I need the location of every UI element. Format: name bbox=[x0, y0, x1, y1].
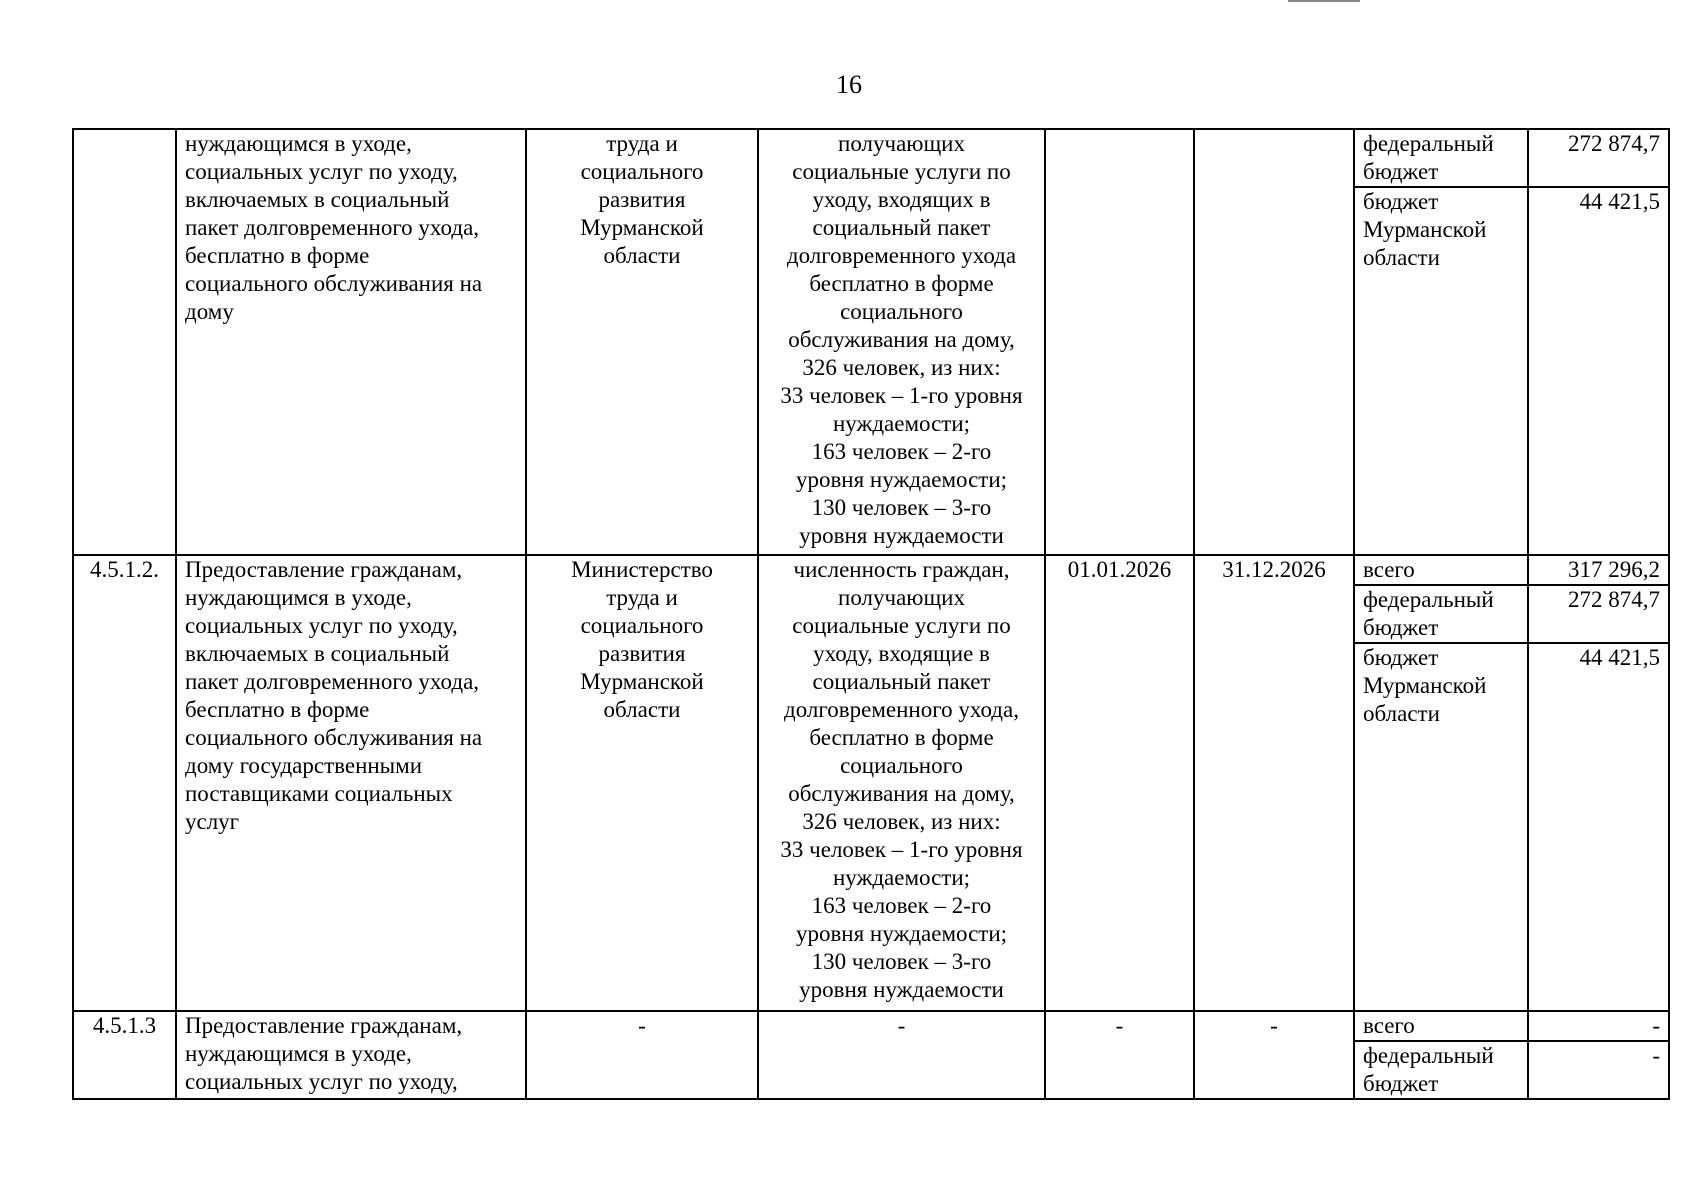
funding-source: бюджет Мурманской области bbox=[1354, 187, 1528, 555]
executor: Министерство труда и социального развития Мурманской области bbox=[526, 555, 758, 1011]
funding-amount: 44 421,5 bbox=[1528, 643, 1669, 1011]
row-number: 4.5.1.2. bbox=[73, 555, 176, 1011]
funding-source: федеральный бюджет bbox=[1354, 129, 1528, 187]
start-date: - bbox=[1045, 1011, 1194, 1099]
row-number bbox=[73, 129, 176, 555]
executor: труда и социального развития Мурманской области bbox=[526, 129, 758, 555]
measure-name: Предоставление гражданам, нуждающимся в уходе, социальных услуг по уходу, bbox=[176, 1011, 526, 1099]
start-date: 01.01.2026 bbox=[1045, 555, 1194, 1011]
funding-source: всего bbox=[1354, 555, 1528, 585]
executor: - bbox=[526, 1011, 758, 1099]
table-row bbox=[73, 129, 1669, 187]
funding-amount: 44 421,5 bbox=[1528, 187, 1669, 555]
table-row bbox=[73, 555, 1669, 585]
funding-amount: - bbox=[1528, 1011, 1669, 1041]
end-date: - bbox=[1194, 1011, 1354, 1099]
end-date bbox=[1194, 129, 1354, 555]
top-edge-mark bbox=[1288, 0, 1360, 2]
start-date bbox=[1045, 129, 1194, 555]
indicator: - bbox=[758, 1011, 1045, 1099]
measure-name: Предоставление гражданам, нуждающимся в уходе, социальных услуг по уходу, включаемых в социальный пакет долговременного ухода, бесплатно в форме социального обслуживания на дому государственными поставщиками социальных услуг bbox=[176, 555, 526, 1011]
funding-source: федеральный бюджет bbox=[1354, 585, 1528, 643]
funding-source: бюджет Мурманской области bbox=[1354, 643, 1528, 1011]
funding-amount: 272 874,7 bbox=[1528, 585, 1669, 643]
end-date: 31.12.2026 bbox=[1194, 555, 1354, 1011]
measure-name: нуждающимся в уходе, социальных услуг по уходу, включаемых в социальный пакет долговременного ухода, бесплатно в форме социального обслуживания на дому bbox=[176, 129, 526, 555]
measures-table bbox=[72, 128, 1670, 1100]
funding-source: всего bbox=[1354, 1011, 1528, 1041]
indicator: численность граждан, получающих социальные услуги по уходу, входящие в социальный пакет долговременного ухода, бесплатно в форме социального обслуживания на дому, 326 человек, из них: 33 человек – 1-го уровня нуждаемости; 163 человек – 2-го уровня нуждаемости; 130 человек – 3-го уровня нуждаемости bbox=[758, 555, 1045, 1011]
row-number: 4.5.1.3 bbox=[73, 1011, 176, 1099]
indicator: получающих социальные услуги по уходу, входящих в социальный пакет долговременного ухода бесплатно в форме социального обслуживания на дому, 326 человек, из них: 33 человек – 1-го уровня нуждаемости; 163 человек – 2-го уровня нуждаемости; 130 человек – 3-го уровня нуждаемости bbox=[758, 129, 1045, 555]
funding-source: федеральный бюджет bbox=[1354, 1041, 1528, 1099]
funding-amount: - bbox=[1528, 1041, 1669, 1099]
funding-amount: 317 296,2 bbox=[1528, 555, 1669, 585]
funding-amount: 272 874,7 bbox=[1528, 129, 1669, 187]
page-number: 16 bbox=[836, 70, 862, 99]
table-row bbox=[73, 1011, 1669, 1041]
